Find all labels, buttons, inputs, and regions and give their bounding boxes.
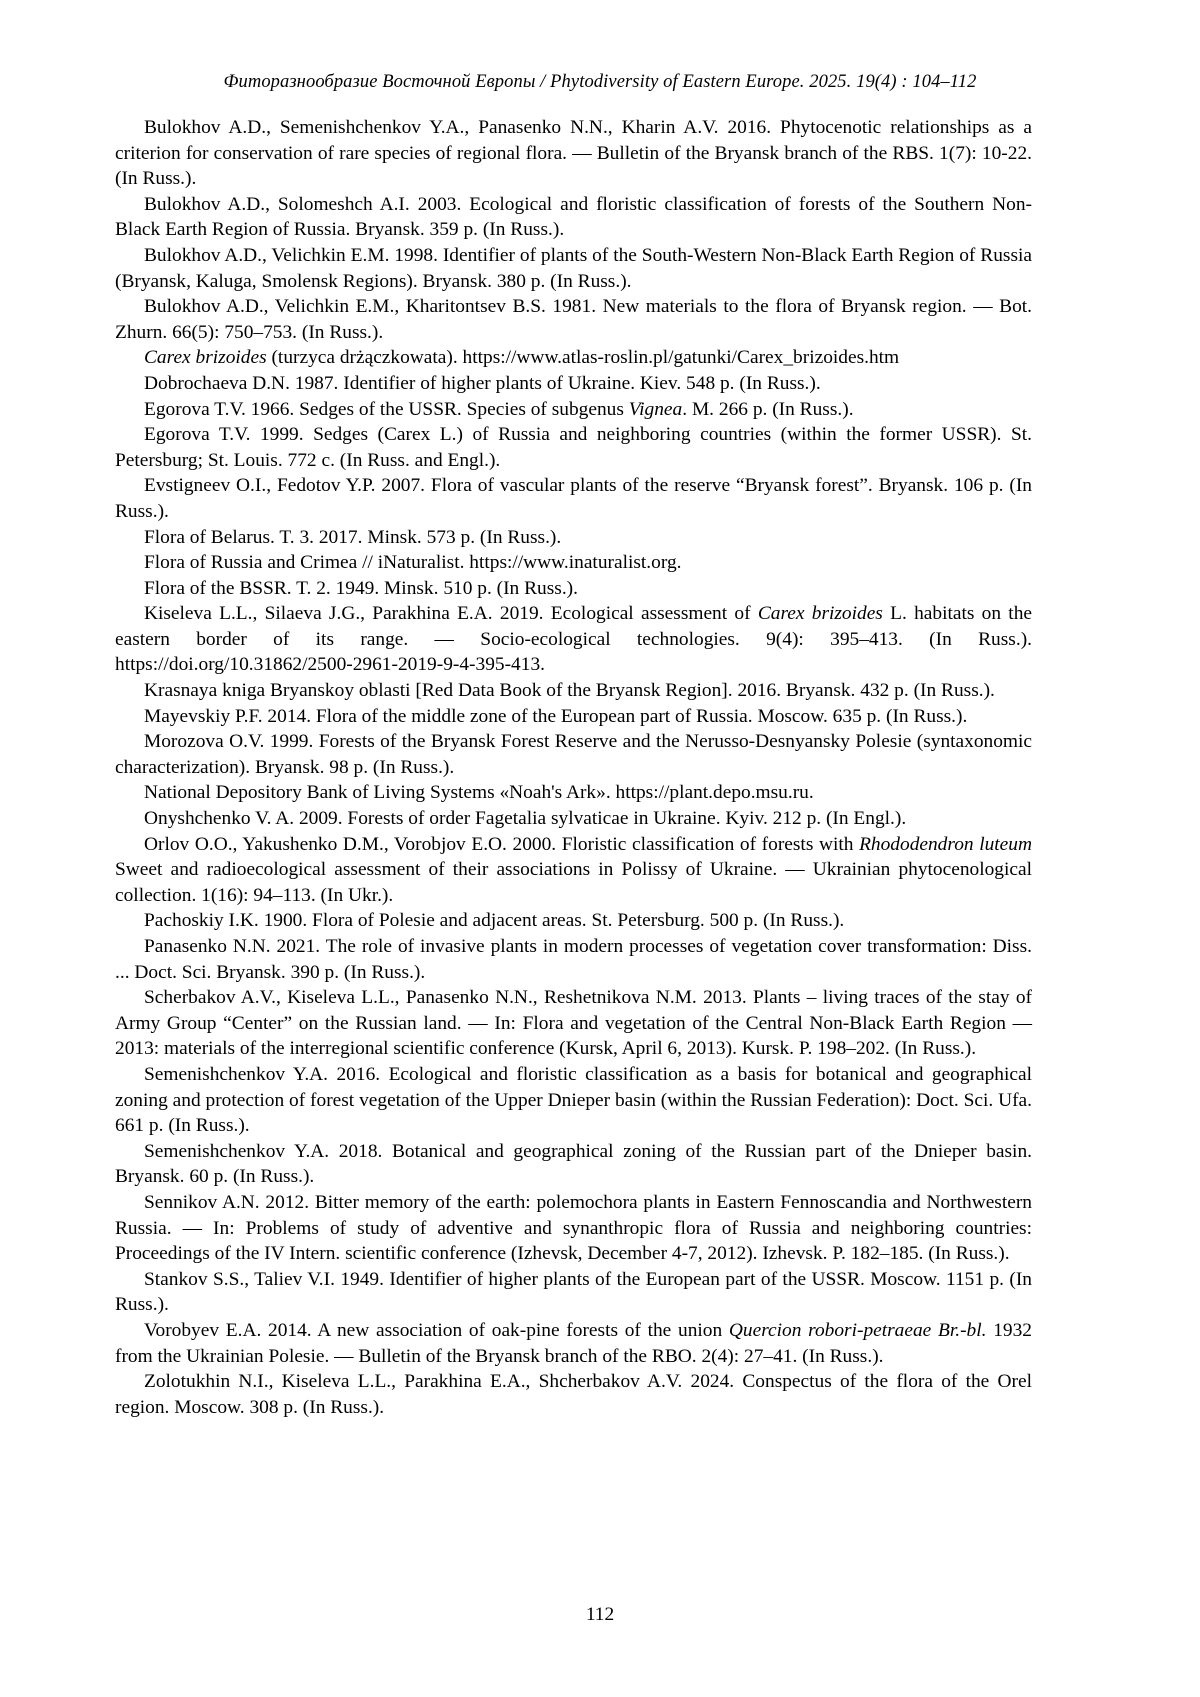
- reference-text: Bulokhov A.D., Velichkin E.M., Kharitontsev B.S. 1981. New materials to the flora of Bryansk region. — Bot. Zhurn. 66(5): 750–753. (In Russ.).: [115, 296, 1032, 343]
- reference-text: Sennikov A.N. 2012. Bitter memory of the earth: polemochora plants in Eastern Fennoscandia and Northwestern Russia. — In: Problems of study of adventive and synanthropic flora of Russia and neighboring countries: Proceedings of the IV Intern. scientific conference (Izhevsk, December 4-7, 2012). Izhevsk. P. 182–185. (In Russ.).: [115, 1192, 1032, 1264]
- reference-text: Mayevskiy P.F. 2014. Flora of the middle zone of the European part of Russia. Moscow. 635 p. (In Russ.).: [144, 706, 967, 727]
- reference-text: Flora of Russia and Crimea // iNaturalist. https://www.inaturalist.org.: [144, 552, 681, 573]
- reference-text: . M. 266 p. (In Russ.).: [682, 399, 853, 420]
- reference-entry: [115, 1190, 1032, 1267]
- reference-text: Egorova T.V. 1999. Sedges (Carex L.) of Russia and neighboring countries (within the former USSR). St. Petersburg; St. Louis. 772 c. (In Russ. and Engl.).: [115, 424, 1032, 471]
- reference-entry: [115, 729, 1032, 780]
- reference-text: Evstigneev O.I., Fedotov Y.P. 2007. Flora of vascular plants of the reserve “Bryansk forest”. Bryansk. 106 p. (In Russ.).: [115, 475, 1032, 522]
- reference-text: Semenishchenkov Y.A. 2018. Botanical and geographical zoning of the Russian part of the Dnieper basin. Bryansk. 60 p. (In Russ.).: [115, 1141, 1032, 1188]
- reference-italic-text: Quercion robori-petraeae Br.-bl.: [729, 1320, 987, 1341]
- reference-italic-text: Vignea: [629, 399, 683, 420]
- reference-entry: [115, 422, 1032, 473]
- reference-entry: [115, 397, 1032, 423]
- reference-text: Zolotukhin N.I., Kiseleva L.L., Parakhina E.A., Shcherbakov A.V. 2024. Conspectus of the flora of the Orel region. Moscow. 308 p. (In Russ.).: [115, 1371, 1032, 1418]
- reference-entry: [115, 704, 1032, 730]
- reference-text: Krasnaya kniga Bryanskoy oblasti [Red Data Book of the Bryansk Region]. 2016. Bryansk. 432 p. (In Russ.).: [144, 680, 995, 701]
- reference-text: Scherbakov A.V., Kiseleva L.L., Panasenko N.N., Reshetnikova N.M. 2013. Plants – living traces of the stay of Army Group “Center” on the Russian land. — In: Flora and vegetation of the Central Non-Black Earth Region — 2013: materials of the interregional scientific conference (Kursk, April 6, 2013). Kursk. P. 198–202. (In Russ.).: [115, 987, 1032, 1059]
- reference-italic-text: Carex brizoides: [144, 347, 267, 368]
- reference-entry: [115, 576, 1032, 602]
- reference-text: (turzyca drżączkowata). https://www.atlas-roslin.pl/gatunki/Carex_brizoides.htm: [267, 347, 900, 368]
- page-number: 112: [0, 1603, 1200, 1627]
- reference-entry: [115, 934, 1032, 985]
- reference-text: Egorova T.V. 1966. Sedges of the USSR. Species of subgenus: [144, 399, 629, 420]
- reference-text: Morozova O.V. 1999. Forests of the Bryansk Forest Reserve and the Nerusso-Desnyansky Polesie (syntaxonomic characterization). Bryansk. 98 p. (In Russ.).: [115, 731, 1032, 778]
- reference-entry: [115, 371, 1032, 397]
- running-header: Фиторазнообразие Восточной Европы / Phytodiversity of Eastern Europe. 2025. 19(4) : 104–112: [0, 70, 1200, 94]
- reference-text: Sweet and radioecological assessment of their associations in Polissy of Ukraine. — Ukrainian phytocenological collection. 1(16): 94–113. (In Ukr.).: [115, 859, 1032, 906]
- reference-text: Orlov O.O., Yakushenko D.M., Vorobjov E.O. 2000. Floristic classification of forests with: [144, 834, 859, 855]
- reference-entry: [115, 601, 1032, 678]
- reference-text: National Depository Bank of Living Systems «Noah's Ark». https://plant.depo.msu.ru.: [144, 782, 814, 803]
- reference-entry: [115, 1139, 1032, 1190]
- reference-text: Bulokhov A.D., Velichkin E.M. 1998. Identifier of plants of the South-Western Non-Black Earth Region of Russia (Bryansk, Kaluga, Smolensk Regions). Bryansk. 380 p. (In Russ.).: [115, 245, 1032, 292]
- reference-entry: [115, 780, 1032, 806]
- reference-list: [115, 115, 1032, 1420]
- reference-entry: [115, 806, 1032, 832]
- reference-italic-text: Carex brizoides: [758, 603, 883, 624]
- reference-text: Bulokhov A.D., Semenishchenkov Y.A., Panasenko N.N., Kharin A.V. 2016. Phytocenotic relationships as a criterion for conservation of rare species of regional flora. — Bulletin of the Bryansk branch of the RBS. 1(7): 10-22. (In Russ.).: [115, 117, 1032, 189]
- reference-entry: [115, 345, 1032, 371]
- reference-entry: [115, 550, 1032, 576]
- reference-entry: [115, 908, 1032, 934]
- reference-entry: [115, 243, 1032, 294]
- reference-entry: [115, 985, 1032, 1062]
- reference-text: 1932 from the Ukrainian Polesie. — Bulletin of the Bryansk branch of the RBO. 2(4): 27–41. (In Russ.).: [115, 1320, 1032, 1367]
- reference-entry: [115, 1369, 1032, 1420]
- reference-entry: [115, 525, 1032, 551]
- reference-text: Flora of the BSSR. T. 2. 1949. Minsk. 510 p. (In Russ.).: [144, 578, 578, 599]
- reference-entry: [115, 294, 1032, 345]
- reference-entry: [115, 115, 1032, 192]
- reference-text: Semenishchenkov Y.A. 2016. Ecological and floristic classification as a basis for botanical and geographical zoning and protection of forest vegetation of the Upper Dnieper basin (within the Russian Federation): Doct. Sci. Ufa. 661 p. (In Russ.).: [115, 1064, 1032, 1136]
- reference-text: Flora of Belarus. T. 3. 2017. Minsk. 573 p. (In Russ.).: [144, 527, 561, 548]
- reference-text: Vorobyev E.A. 2014. A new association of oak-pine forests of the union: [144, 1320, 729, 1341]
- reference-entry: [115, 473, 1032, 524]
- reference-text: Kiseleva L.L., Silaeva J.G., Parakhina E.A. 2019. Ecological assessment of: [144, 603, 758, 624]
- reference-entry: [115, 1267, 1032, 1318]
- reference-entry: [115, 678, 1032, 704]
- reference-text: Pachoskiy I.K. 1900. Flora of Polesie and adjacent areas. St. Petersburg. 500 p. (In Russ.).: [144, 910, 844, 931]
- reference-text: L. habitats on the eastern border of its range. — Socio-ecological technologies. 9(4): 395–413. (In Russ.). https://doi.org/10.31862/2500-2961-2019-9-4-395-413.: [115, 603, 1032, 675]
- reference-entry: [115, 832, 1032, 909]
- reference-text: Bulokhov A.D., Solomeshch A.I. 2003. Ecological and floristic classification of forests of the Southern Non-Black Earth Region of Russia. Bryansk. 359 p. (In Russ.).: [115, 194, 1032, 241]
- reference-italic-text: Rhododendron luteum: [859, 834, 1032, 855]
- reference-text: Dobrochaeva D.N. 1987. Identifier of higher plants of Ukraine. Kiev. 548 p. (In Russ.).: [144, 373, 821, 394]
- reference-text: Stankov S.S., Taliev V.I. 1949. Identifier of higher plants of the European part of the USSR. Moscow. 1151 p. (In Russ.).: [115, 1269, 1032, 1316]
- reference-entry: [115, 1318, 1032, 1369]
- reference-text: Onyshchenko V. A. 2009. Forests of order Fagetalia sylvaticae in Ukraine. Kyiv. 212 p. (In Engl.).: [144, 808, 906, 829]
- reference-entry: [115, 1062, 1032, 1139]
- reference-entry: [115, 192, 1032, 243]
- reference-text: Panasenko N.N. 2021. The role of invasive plants in modern processes of vegetation cover transformation: Diss. ... Doct. Sci. Bryansk. 390 p. (In Russ.).: [115, 936, 1032, 983]
